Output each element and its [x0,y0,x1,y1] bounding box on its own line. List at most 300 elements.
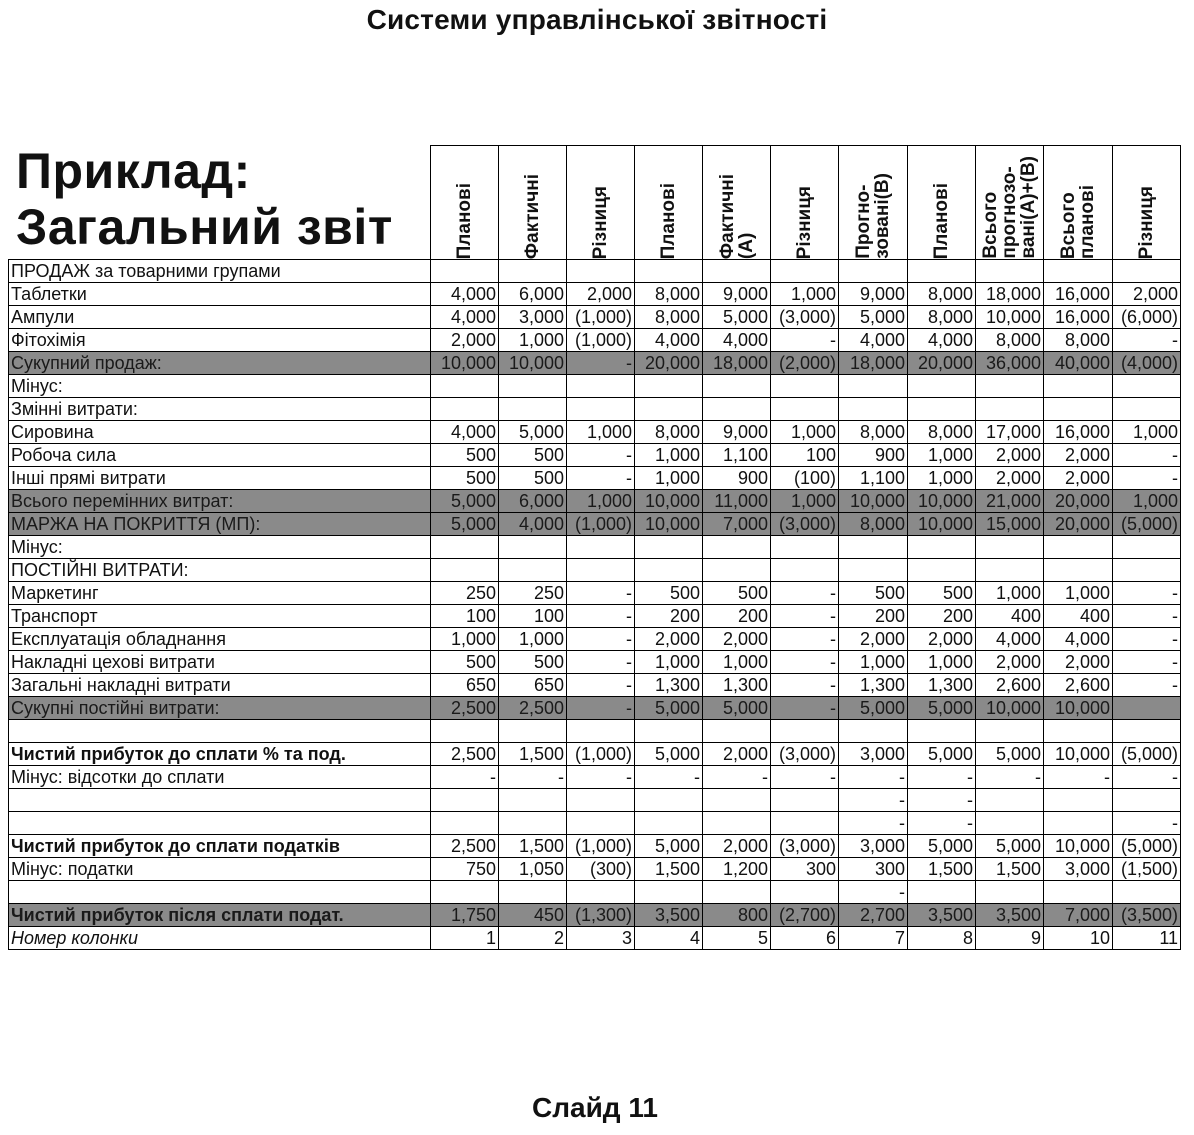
column-header [1044,146,1113,260]
value-cell: - [908,812,976,835]
value-cell [1044,881,1113,904]
value-cell: (3,000) [771,513,839,536]
value-cell: 4,000 [431,306,499,329]
row-label: Сукупний продаж: [9,352,431,375]
value-cell: 1,750 [431,904,499,927]
value-cell: - [908,766,976,789]
table-row [9,283,1181,306]
value-cell: 300 [771,858,839,881]
value-cell: 2,000 [703,628,771,651]
value-cell: - [1113,582,1181,605]
value-cell: 1,000 [976,582,1044,605]
slide-label: Слайд 11 [532,1092,658,1123]
value-cell [635,720,703,743]
value-cell: 5,000 [976,743,1044,766]
value-cell [908,881,976,904]
value-cell [839,720,908,743]
value-cell: 5,000 [976,835,1044,858]
value-cell: (2,000) [771,352,839,375]
value-cell: 21,000 [976,490,1044,513]
value-cell: 5,000 [703,306,771,329]
value-cell: 5,000 [839,306,908,329]
table-row [9,720,1181,743]
value-cell [908,536,976,559]
value-cell [635,398,703,421]
value-cell: 1,300 [635,674,703,697]
value-cell: 10,000 [908,513,976,536]
value-cell: (4,000) [1113,352,1181,375]
value-cell: 8,000 [839,421,908,444]
value-cell: 2,000 [839,628,908,651]
column-header-label: Різниця [1136,185,1157,259]
value-cell: 1,000 [635,467,703,490]
value-cell: 4,000 [839,329,908,352]
value-cell: 10,000 [431,352,499,375]
row-label: Фітохімія [9,329,431,352]
value-cell: 9,000 [703,283,771,306]
value-cell: 3,000 [839,835,908,858]
value-cell [908,559,976,582]
value-cell [635,260,703,283]
value-cell: 1,000 [635,651,703,674]
value-cell: 5,000 [499,421,567,444]
value-cell: 1,300 [839,674,908,697]
value-cell [499,789,567,812]
value-cell: - [771,605,839,628]
value-cell: 1,500 [908,858,976,881]
table-row [9,329,1181,352]
table-row [9,697,1181,720]
value-cell: 2,700 [839,904,908,927]
table-row [9,927,1181,950]
value-cell: 5,000 [908,835,976,858]
value-cell: 2,500 [431,697,499,720]
value-cell [839,559,908,582]
value-cell [976,398,1044,421]
value-cell: (3,000) [771,743,839,766]
value-cell: - [1113,628,1181,651]
value-cell [908,260,976,283]
value-cell: 3 [567,927,635,950]
value-cell [839,536,908,559]
value-cell: (100) [771,467,839,490]
value-cell [771,812,839,835]
column-header [703,146,771,260]
column-header [499,146,567,260]
table-row [9,398,1181,421]
value-cell: 3,500 [908,904,976,927]
value-cell [499,881,567,904]
value-cell: 500 [431,467,499,490]
value-cell: 8,000 [908,421,976,444]
value-cell: 15,000 [976,513,1044,536]
value-cell [976,789,1044,812]
value-cell [567,398,635,421]
value-cell [567,789,635,812]
value-cell: 36,000 [976,352,1044,375]
value-cell: (1,000) [567,329,635,352]
value-cell [1113,260,1181,283]
value-cell: (1,000) [567,835,635,858]
value-cell: 5,000 [431,513,499,536]
value-cell: 1,000 [908,444,976,467]
row-label: Сукупні постійні витрати: [9,697,431,720]
column-header [1113,146,1181,260]
row-label: Мінус: [9,536,431,559]
value-cell: (1,000) [567,743,635,766]
value-cell: - [1113,812,1181,835]
table-row [9,421,1181,444]
value-cell [431,881,499,904]
value-cell: 8,000 [635,306,703,329]
value-cell: 8,000 [908,283,976,306]
value-cell: 200 [703,605,771,628]
table-row [9,490,1181,513]
value-cell: 2,000 [908,628,976,651]
table-row [9,881,1181,904]
value-cell [908,375,976,398]
value-cell: 4,000 [703,329,771,352]
value-cell: 1,300 [703,674,771,697]
value-cell: 1,000 [771,490,839,513]
table-row [9,536,1181,559]
value-cell: 1 [431,927,499,950]
row-label: Транспорт [9,605,431,628]
value-cell: 5,000 [635,697,703,720]
value-cell: - [567,444,635,467]
value-cell: 400 [1044,605,1113,628]
value-cell: 2,000 [976,651,1044,674]
value-cell: 10,000 [839,490,908,513]
value-cell: 800 [703,904,771,927]
value-cell [499,559,567,582]
row-label: Всього перемінних витрат: [9,490,431,513]
row-label: Робоча сила [9,444,431,467]
row-label: ПРОДАЖ за товарними групами [9,260,431,283]
value-cell: - [567,605,635,628]
column-header [839,146,908,260]
column-header-label: Всього планові [1058,184,1098,259]
value-cell [1044,398,1113,421]
row-label: Накладні цехові витрати [9,651,431,674]
value-cell: - [908,789,976,812]
value-cell: 250 [431,582,499,605]
value-cell [431,559,499,582]
value-cell: 100 [771,444,839,467]
value-cell: - [1113,467,1181,490]
report-body [9,260,1181,950]
value-cell: 500 [499,444,567,467]
value-cell [703,375,771,398]
value-cell: 18,000 [839,352,908,375]
value-cell: 5 [703,927,771,950]
value-cell: 10,000 [908,490,976,513]
value-cell: 500 [431,444,499,467]
value-cell [567,720,635,743]
value-cell: 2,000 [1044,467,1113,490]
value-cell: - [1113,651,1181,674]
column-header-label: Планові [454,182,475,259]
table-row [9,904,1181,927]
value-cell: - [567,582,635,605]
row-label: Чистий прибуток до сплати податків [9,835,431,858]
value-cell: 2,000 [1113,283,1181,306]
row-label: Мінус: відсотки до сплати [9,766,431,789]
column-header [771,146,839,260]
value-cell [1113,375,1181,398]
row-label: Ампули [9,306,431,329]
column-header-label: Прогно- зовані(В) [853,173,893,259]
value-cell [499,812,567,835]
value-cell: 2,000 [703,743,771,766]
value-cell: 10,000 [976,306,1044,329]
value-cell [839,260,908,283]
row-label: Загальні накладні витрати [9,674,431,697]
value-cell: 1,000 [567,421,635,444]
column-header [567,146,635,260]
value-cell: 10,000 [635,490,703,513]
value-cell: 1,000 [431,628,499,651]
value-cell: 1,300 [908,674,976,697]
value-cell [1044,260,1113,283]
table-row [9,559,1181,582]
value-cell: 8,000 [839,513,908,536]
value-cell: 10,000 [1044,835,1113,858]
table-row [9,858,1181,881]
row-label: Номер колонки [9,927,431,950]
value-cell [635,536,703,559]
value-cell [771,559,839,582]
column-header-label: Всього прогнозо- вані(А)+(В) [980,156,1039,259]
value-cell: 100 [499,605,567,628]
value-cell: 500 [635,582,703,605]
row-label: Мінус: [9,375,431,398]
value-cell: 9 [976,927,1044,950]
value-cell [1113,697,1181,720]
table-row [9,306,1181,329]
value-cell [635,559,703,582]
value-cell [1044,720,1113,743]
value-cell: - [1113,605,1181,628]
value-cell: 1,050 [499,858,567,881]
value-cell: 5,000 [908,743,976,766]
value-cell: - [567,651,635,674]
value-cell: 9,000 [839,283,908,306]
value-cell [499,260,567,283]
value-cell: 500 [499,467,567,490]
column-header-label: Різниця [794,185,815,259]
value-cell: 8 [908,927,976,950]
value-cell [908,398,976,421]
value-cell [771,375,839,398]
value-cell: 2,000 [567,283,635,306]
value-cell: 450 [499,904,567,927]
value-cell: 8,000 [1044,329,1113,352]
value-cell: 1,000 [1113,421,1181,444]
value-cell: - [431,766,499,789]
table-row [9,812,1181,835]
value-cell [1113,789,1181,812]
table-row [9,835,1181,858]
value-cell: 200 [839,605,908,628]
value-cell [976,260,1044,283]
value-cell [431,789,499,812]
value-cell: 7,000 [703,513,771,536]
value-cell: 200 [635,605,703,628]
value-cell: (300) [567,858,635,881]
value-cell: 7 [839,927,908,950]
value-cell: 500 [703,582,771,605]
value-cell [908,720,976,743]
value-cell: 1,000 [908,467,976,490]
value-cell [771,260,839,283]
value-cell: 2,000 [1044,651,1113,674]
value-cell: 2,600 [1044,674,1113,697]
value-cell [635,881,703,904]
table-row [9,789,1181,812]
value-cell: - [839,812,908,835]
value-cell: 16,000 [1044,283,1113,306]
row-label: Маркетинг [9,582,431,605]
value-cell: - [839,789,908,812]
value-cell: (5,000) [1113,513,1181,536]
value-cell: 3,000 [499,306,567,329]
value-cell: 2,000 [635,628,703,651]
row-label: Чистий прибуток до сплати % та под. [9,743,431,766]
value-cell [635,812,703,835]
value-cell: 18,000 [703,352,771,375]
value-cell: (2,700) [771,904,839,927]
value-cell: - [567,352,635,375]
value-cell: 650 [431,674,499,697]
value-cell: 8,000 [908,306,976,329]
value-cell [1113,720,1181,743]
table-row [9,582,1181,605]
value-cell: (6,000) [1113,306,1181,329]
value-cell: 20,000 [1044,513,1113,536]
value-cell: 1,100 [703,444,771,467]
value-cell: 1,000 [1113,490,1181,513]
page-title: Системи управлінської звітності [366,4,828,35]
value-cell [1113,536,1181,559]
column-header [908,146,976,260]
value-cell [499,720,567,743]
table-row [9,651,1181,674]
value-cell: - [567,674,635,697]
value-cell: 2,600 [976,674,1044,697]
row-label [9,720,431,743]
table-row [9,513,1181,536]
value-cell [703,720,771,743]
value-cell: 9,000 [703,421,771,444]
value-cell: (5,000) [1113,743,1181,766]
value-cell: 750 [431,858,499,881]
report-table [8,145,1181,950]
value-cell [703,536,771,559]
value-cell: 1,000 [771,283,839,306]
value-cell [635,789,703,812]
value-cell: 1,500 [499,743,567,766]
value-cell [1044,812,1113,835]
value-cell: 3,500 [635,904,703,927]
value-cell: 7,000 [1044,904,1113,927]
value-cell: 1,200 [703,858,771,881]
value-cell [703,812,771,835]
value-cell: 20,000 [908,352,976,375]
value-cell: 1,000 [499,329,567,352]
row-label: Змінні витрати: [9,398,431,421]
value-cell: 300 [839,858,908,881]
value-cell: - [839,881,908,904]
heading-line-2: Загальний звіт [16,199,393,255]
value-cell: (1,000) [567,306,635,329]
value-cell: (3,000) [771,306,839,329]
value-cell [1113,398,1181,421]
value-cell: 20,000 [1044,490,1113,513]
value-cell: 11,000 [703,490,771,513]
value-cell: 1,500 [976,858,1044,881]
value-cell: 2,000 [431,329,499,352]
value-cell: 8,000 [635,421,703,444]
value-cell: 11 [1113,927,1181,950]
value-cell [431,812,499,835]
row-label: Експлуатація обладнання [9,628,431,651]
table-row [9,743,1181,766]
value-cell [976,375,1044,398]
value-cell: 2,500 [431,835,499,858]
value-cell: - [976,766,1044,789]
value-cell [1113,559,1181,582]
value-cell: 900 [839,444,908,467]
value-cell [839,398,908,421]
value-cell [567,536,635,559]
value-cell [567,559,635,582]
value-cell [839,375,908,398]
value-cell: (1,500) [1113,858,1181,881]
table-row [9,766,1181,789]
value-cell: - [771,697,839,720]
value-cell: 4 [635,927,703,950]
row-label: Чистий прибуток після сплати подат. [9,904,431,927]
column-header [635,146,703,260]
value-cell: 2,000 [1044,444,1113,467]
value-cell: 10,000 [976,697,1044,720]
value-cell: 4,000 [635,329,703,352]
value-cell [703,260,771,283]
value-cell: 5,000 [431,490,499,513]
value-cell [1044,536,1113,559]
value-cell [1044,559,1113,582]
value-cell: - [567,628,635,651]
value-cell [567,375,635,398]
value-cell: 6,000 [499,283,567,306]
value-cell: 4,000 [976,628,1044,651]
value-cell: 5,000 [635,835,703,858]
table-row [9,444,1181,467]
value-cell: 17,000 [976,421,1044,444]
report-heading [16,143,428,255]
value-cell: 500 [839,582,908,605]
row-label [9,812,431,835]
value-cell: 1,000 [839,651,908,674]
value-cell [431,375,499,398]
value-cell: 400 [976,605,1044,628]
row-label: Таблетки [9,283,431,306]
value-cell: 6 [771,927,839,950]
value-cell: 2 [499,927,567,950]
value-cell: 650 [499,674,567,697]
value-cell [567,260,635,283]
